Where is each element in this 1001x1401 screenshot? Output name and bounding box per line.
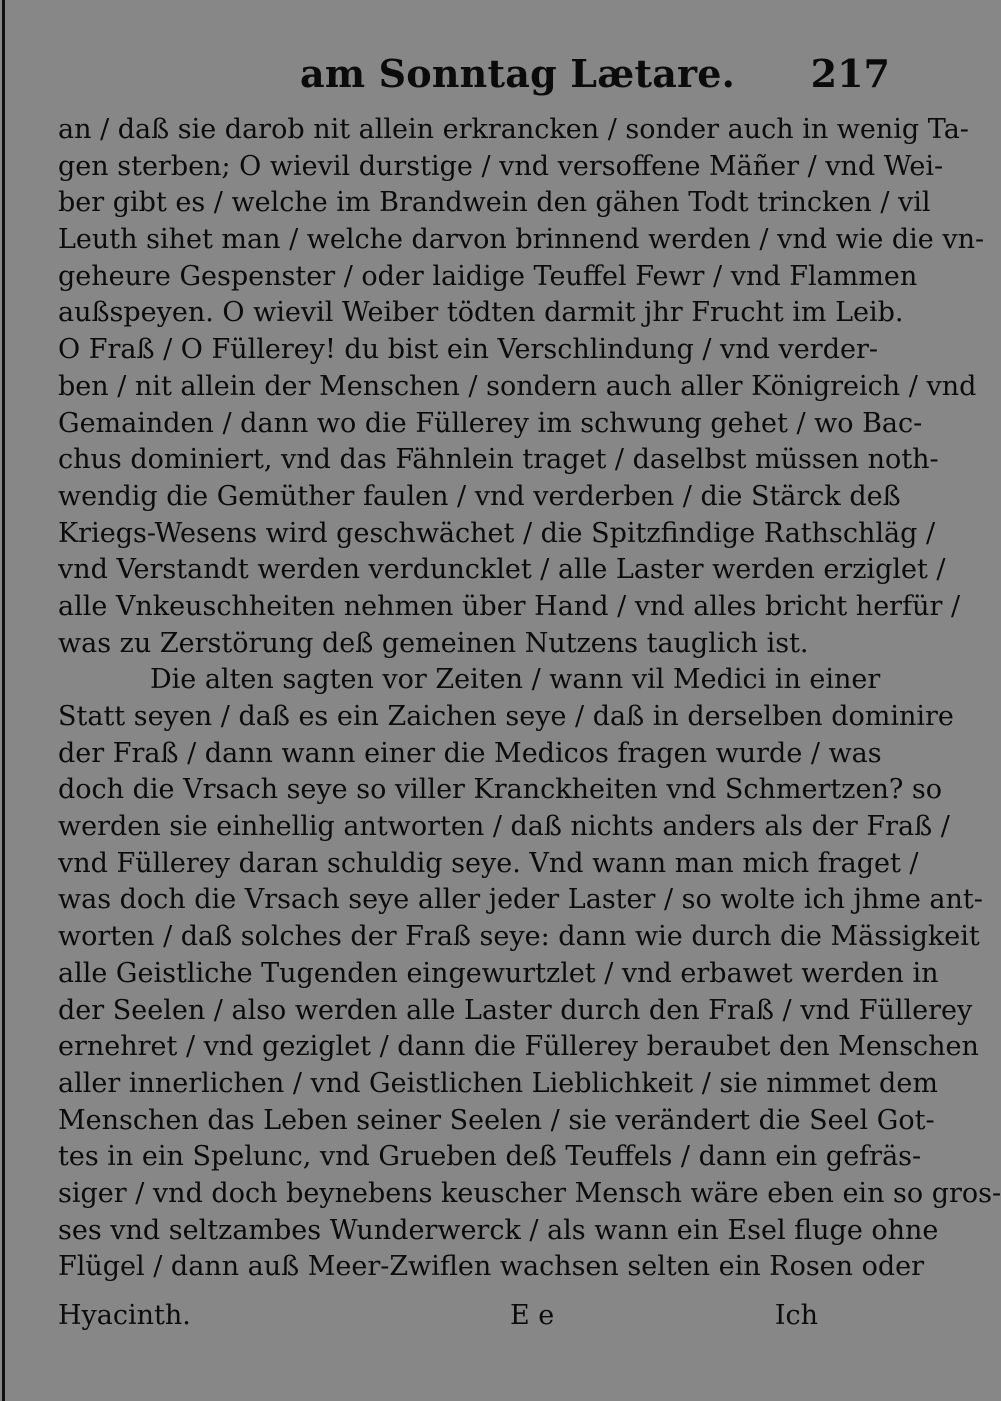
- text-line: alle Geistliche Tugenden eingewurtzlet / vnd erbawet werden in: [58, 957, 939, 989]
- text-line: werden sie einhellig antworten / daß nichts anders als der Fraß /: [58, 811, 950, 843]
- text-line: Statt seyen / daß es ein Zaichen seye / daß in derselben dominire: [58, 701, 954, 732]
- text-line: chus dominiert, vnd das Fähnlein traget / daselbst müssen noth-: [58, 444, 939, 476]
- text-line: worten / daß solches der Fraß seye: dann wie durch die Mässigkeit: [58, 921, 980, 953]
- text-line: der Fraß / dann wann einer die Medicos fragen wurde / was: [58, 737, 882, 769]
- signature-mark: E e: [510, 1300, 555, 1331]
- text-line: ben / nit allein der Menschen / sondern auch aller Königreich / vnd: [58, 370, 977, 402]
- text-line: Gemainden / dann wo die Füllerey im schwung gehet / wo Bac-: [58, 407, 923, 439]
- text-line: Kriegs-Wesens wird geschwächet / die Spitzfindige Rathschläg /: [58, 517, 936, 549]
- text-line: Menschen das Leben seiner Seelen / sie verändert die Seel Got-: [58, 1104, 935, 1136]
- body-text: [58, 112, 1001, 1286]
- text-line: ses vnd seltzambes Wunderwerck / als wann ein Esel fluge ohne: [58, 1214, 939, 1246]
- text-line: was zu Zerstörung deß gemeinen Nutzens tauglich ist.: [58, 627, 809, 659]
- text-line: vnd Füllerey daran schuldig seye. Vnd wann man mich fraget /: [58, 847, 919, 879]
- text-line: was doch die Vrsach seye aller jeder Laster / so wolte ich jhme ant-: [58, 884, 983, 916]
- text-line: alle Vnkeuschheiten nehmen über Hand / vnd alles bricht herfür /: [58, 590, 961, 622]
- text-line: ber gibt es / welche im Brandwein den gähen Todt trincken / vil: [58, 187, 931, 219]
- text-line: gen sterben; O wievil durstige / vnd versoffene Mäñer / vnd Wei-: [58, 150, 944, 182]
- text-line: Die alten sagten vor Zeiten / wann vil Medici in einer: [150, 664, 881, 696]
- catchword: Ich: [774, 1300, 818, 1331]
- text-line: tes in ein Spelunc, vnd Grueben deß Teuffels / dann ein gefräs-: [58, 1141, 922, 1173]
- running-head: am Sonntag Lætare.: [300, 51, 736, 96]
- text-line: an / daß sie darob nit allein erkrancken / sonder auch in wenig Ta-: [58, 114, 969, 145]
- last-word: Hyacinth.: [58, 1300, 191, 1331]
- text-line: doch die Vrsach seye so viller Kranckheiten vnd Schmertzen? so: [58, 774, 942, 806]
- page-edge-shadow: [2, 0, 5, 1401]
- text-line: Flügel / dann auß Meer-Zwiflen wachsen selten ein Rosen oder: [58, 1251, 925, 1283]
- text-line: siger / vnd doch beynebens keuscher Mensch wäre eben ein so gros-: [58, 1177, 1001, 1209]
- text-line: wendig die Gemüther faulen / vnd verderben / die Stärck deß: [58, 480, 901, 512]
- text-line: O Fraß / O Füllerey! du bist ein Verschlindung / vnd verder-: [58, 334, 878, 366]
- text-line: aller innerlichen / vnd Geistlichen Lieblichkeit / sie nimmet dem: [58, 1067, 938, 1099]
- page-number: 217: [810, 51, 890, 96]
- text-line: vnd Verstandt werden verduncklet / alle Laster werden erziglet /: [58, 554, 946, 586]
- text-line: der Seelen / also werden alle Laster durch den Fraß / vnd Füllerey: [58, 994, 973, 1026]
- text-line: ernehret / vnd geziglet / dann die Füllerey beraubet den Menschen: [58, 1031, 979, 1063]
- text-line: außspeyen. O wievil Weiber tödten darmit jhr Frucht im Leib.: [58, 297, 904, 329]
- text-line: geheure Gespenster / oder laidige Teuffel Fewr / vnd Flammen: [58, 260, 918, 292]
- page-footer: [58, 1296, 878, 1336]
- text-line: Leuth sihet man / welche darvon brinnend werden / vnd wie die vn-: [58, 224, 985, 256]
